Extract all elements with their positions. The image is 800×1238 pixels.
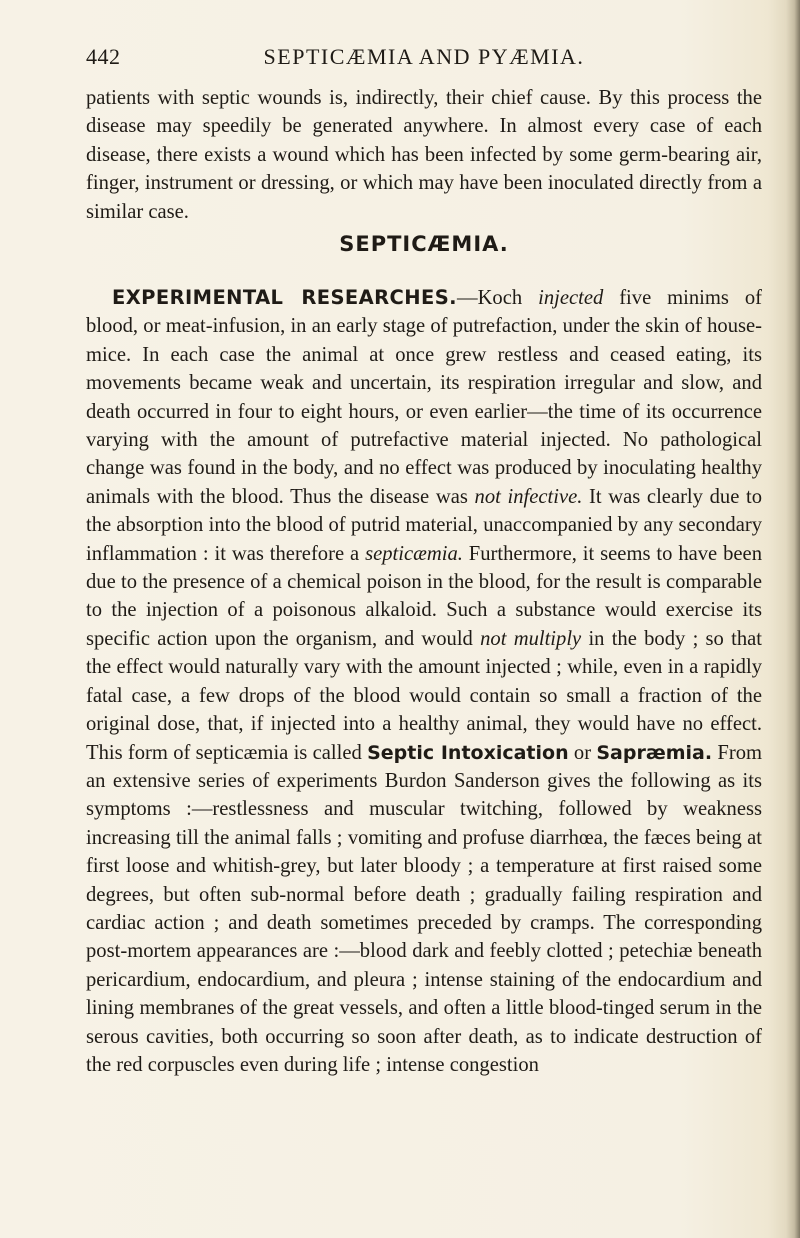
text-segment: It was clearly due to the absorption into the blood of putrid material, unaccompanied by any secondary inflammation : it was therefore a (86, 485, 763, 565)
paragraph-experimental-researches (86, 284, 762, 1079)
italic-term: not infective. (474, 485, 583, 508)
bold-term-septic-intoxication: Septic Intoxication (367, 741, 569, 764)
bold-term-sapraemia: Sapræmia. (596, 741, 713, 764)
page-header (86, 44, 762, 74)
paragraph-1-text: patients with septic wounds is, indirectly, their chief cause. By this process the disease may speedily be generated anywhere. In almost every case of each disease, there exists a wound which has been infected by some germ-bearing air, finger, instrument or dressing, or which may have been inoculated directly from a similar case. (86, 87, 762, 223)
running-title: SEPTICÆMIA AND PYÆMIA. (263, 44, 585, 69)
page-edge-shadow (786, 0, 800, 1238)
page-number: 442 (86, 44, 121, 69)
italic-term: injected (538, 287, 604, 309)
text-segment: or (568, 741, 597, 764)
text-segment: Furthermore, it seems to have been due to the presence of a chemical poison in the blood, for the result is comparable to the injection of a poisonous alkaloid. Such a substance would exercise its specific action upon the organism, and would (86, 542, 762, 650)
experimental-researches-heading: EXPERIMENTAL RESEARCHES. (112, 286, 457, 309)
paragraph-continuation (86, 84, 762, 226)
text-segment: in the body ; so that the effect would naturally vary with the amount injected ; while, even in a rapidly fatal case, a few drops of the blood would contain so small a fraction of the original dose, that, if injected into a healthy animal, they would have no effect. This form of septicæmia is called (86, 627, 762, 764)
section-heading: SEPTICÆMIA. (339, 232, 509, 256)
text-segment: —Koch (456, 287, 539, 309)
italic-term: not multiply (480, 627, 582, 650)
text-segment: From an extensive series of experiments Burdon Sanderson gives the following as its symptoms :—restlessness and muscular twitching, followed by weakness increasing till the animal falls ; vomiting and profuse diarrhœa, the fæces being at first loose and whitish-grey, but later bloody ; a temperature at first raised some degrees, but often sub-normal before death ; gradually failing respiration and cardiac action ; and death sometimes preceded by cramps. The corresponding post-mortem appearances are :—blood dark and feebly clotted ; petechiæ beneath pericardium, endocardium, and pleura ; intense staining of the endocardium and lining membranes of the great vessels, and often a little blood-tinged serum in the serous cavities, both occurring so soon after death, as to indicate destruction of the red corpuscles even during life ; intense congestion (86, 741, 763, 1076)
text-segment: five minims of blood, or meat-infusion, in an early stage of putrefaction, under the skin of house-mice. In each case the animal at once grew restless and ceased eating, its movements became weak and uncertain, its respiration irregular and slow, and death occurred in four to eight hours, or even earlier—the time of its occurrence varying with the amount of putrefactive material injected. No pathological change was found in the body, and no effect was produced by inoculating healthy animals with the blood. Thus the disease was (86, 287, 762, 508)
italic-term: septicæmia. (365, 542, 463, 565)
